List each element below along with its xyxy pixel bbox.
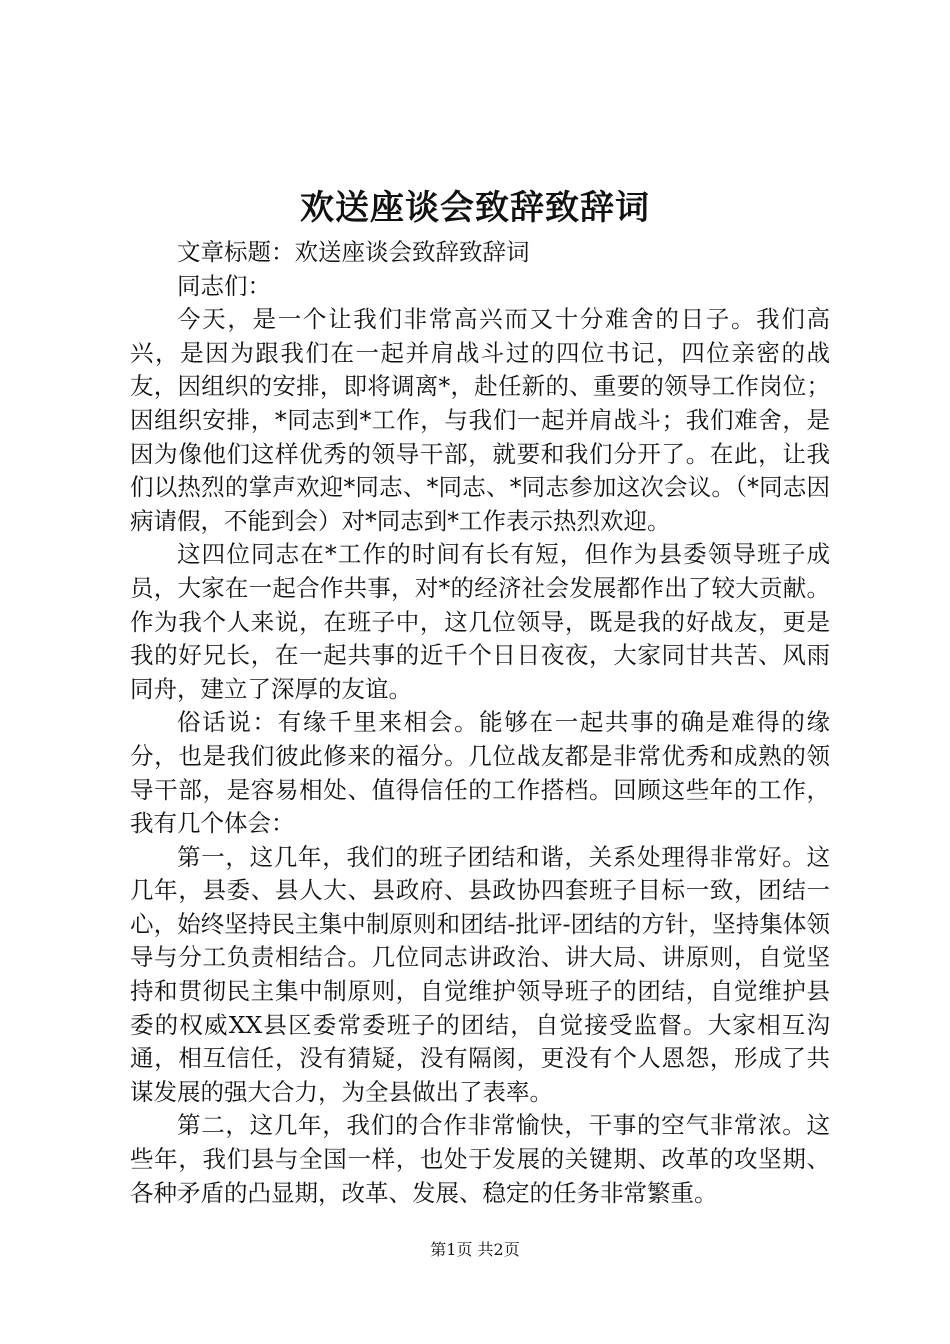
document-title: 欢送座谈会致辞致辞词 bbox=[300, 188, 650, 228]
paragraph-proverb: 俗话说：有缘千里来相会。能够在一起共事的确是难得的缘分，也是我们彼此修来的福分。几位战友都是非常优秀和成熟的领导干部，是容易相处、值得信任的工作搭档。回顾这些年的工作，我有几个体会： bbox=[130, 708, 830, 838]
article-title-line: 文章标题：欢送座谈会致辞致辞词 bbox=[177, 238, 530, 266]
paragraph-contribution: 这四位同志在*工作的时间有长有短，但作为县委领导班子成员，大家在一起合作共事，对*的经济社会发展都作出了较大贡献。作为我个人来说，在班子中，这几位领导，既是我的好战友，更是我的好兄长，在一起共事的近千个日日夜夜，大家同甘共苦、风雨同舟，建立了深厚的友谊。 bbox=[130, 540, 830, 703]
paragraph-opening: 今天，是一个让我们非常高兴而又十分难舍的日子。我们高兴，是因为跟我们在一起并肩战斗过的四位书记，四位亲密的战友，因组织的安排，即将调离*，赴任新的、重要的领导工作岗位；因组织安排，*同志到*工作，与我们一起并肩战斗；我们难舍，是因为像他们这样优秀的领导干部，就要和我们分开了。在此，让我们以热烈的掌声欢迎*同志、*同志、*同志参加这次会议。（*同志因病请假，不能到会）对*同志到*工作表示热烈欢迎。 bbox=[130, 305, 830, 535]
document-body bbox=[130, 236, 830, 1210]
page-number-footer: 第1页 共2页 bbox=[430, 1240, 520, 1259]
paragraph-second-point: 第二，这几年，我们的合作非常愉快，干事的空气非常浓。这些年，我们县与全国一样，也处于发展的关键期、改革的攻坚期、各种矛盾的凸显期，改革、发展、稳定的任务非常繁重。 bbox=[130, 1111, 830, 1207]
salutation: 同志们： bbox=[177, 271, 271, 300]
paragraph-first-point: 第一，这几年，我们的班子团结和谐，关系处理得非常好。这几年，县委、县人大、县政府、县政协四套班子目标一致，团结一心，始终坚持民主集中制原则和团结-批评-团结的方针，坚持集体领导与分工负责相结合。几位同志讲政治、讲大局、讲原则，自觉坚持和贯彻民主集中制原则，自觉维护领导班子的团结，自觉维护县委的权威XX县区委常委班子的团结，自觉接受监督。大家相互沟通，相互信任，没有猜疑，没有隔阂，更没有个人恩怨，形成了共谋发展的强大合力，为全县做出了表率。 bbox=[130, 842, 830, 1106]
